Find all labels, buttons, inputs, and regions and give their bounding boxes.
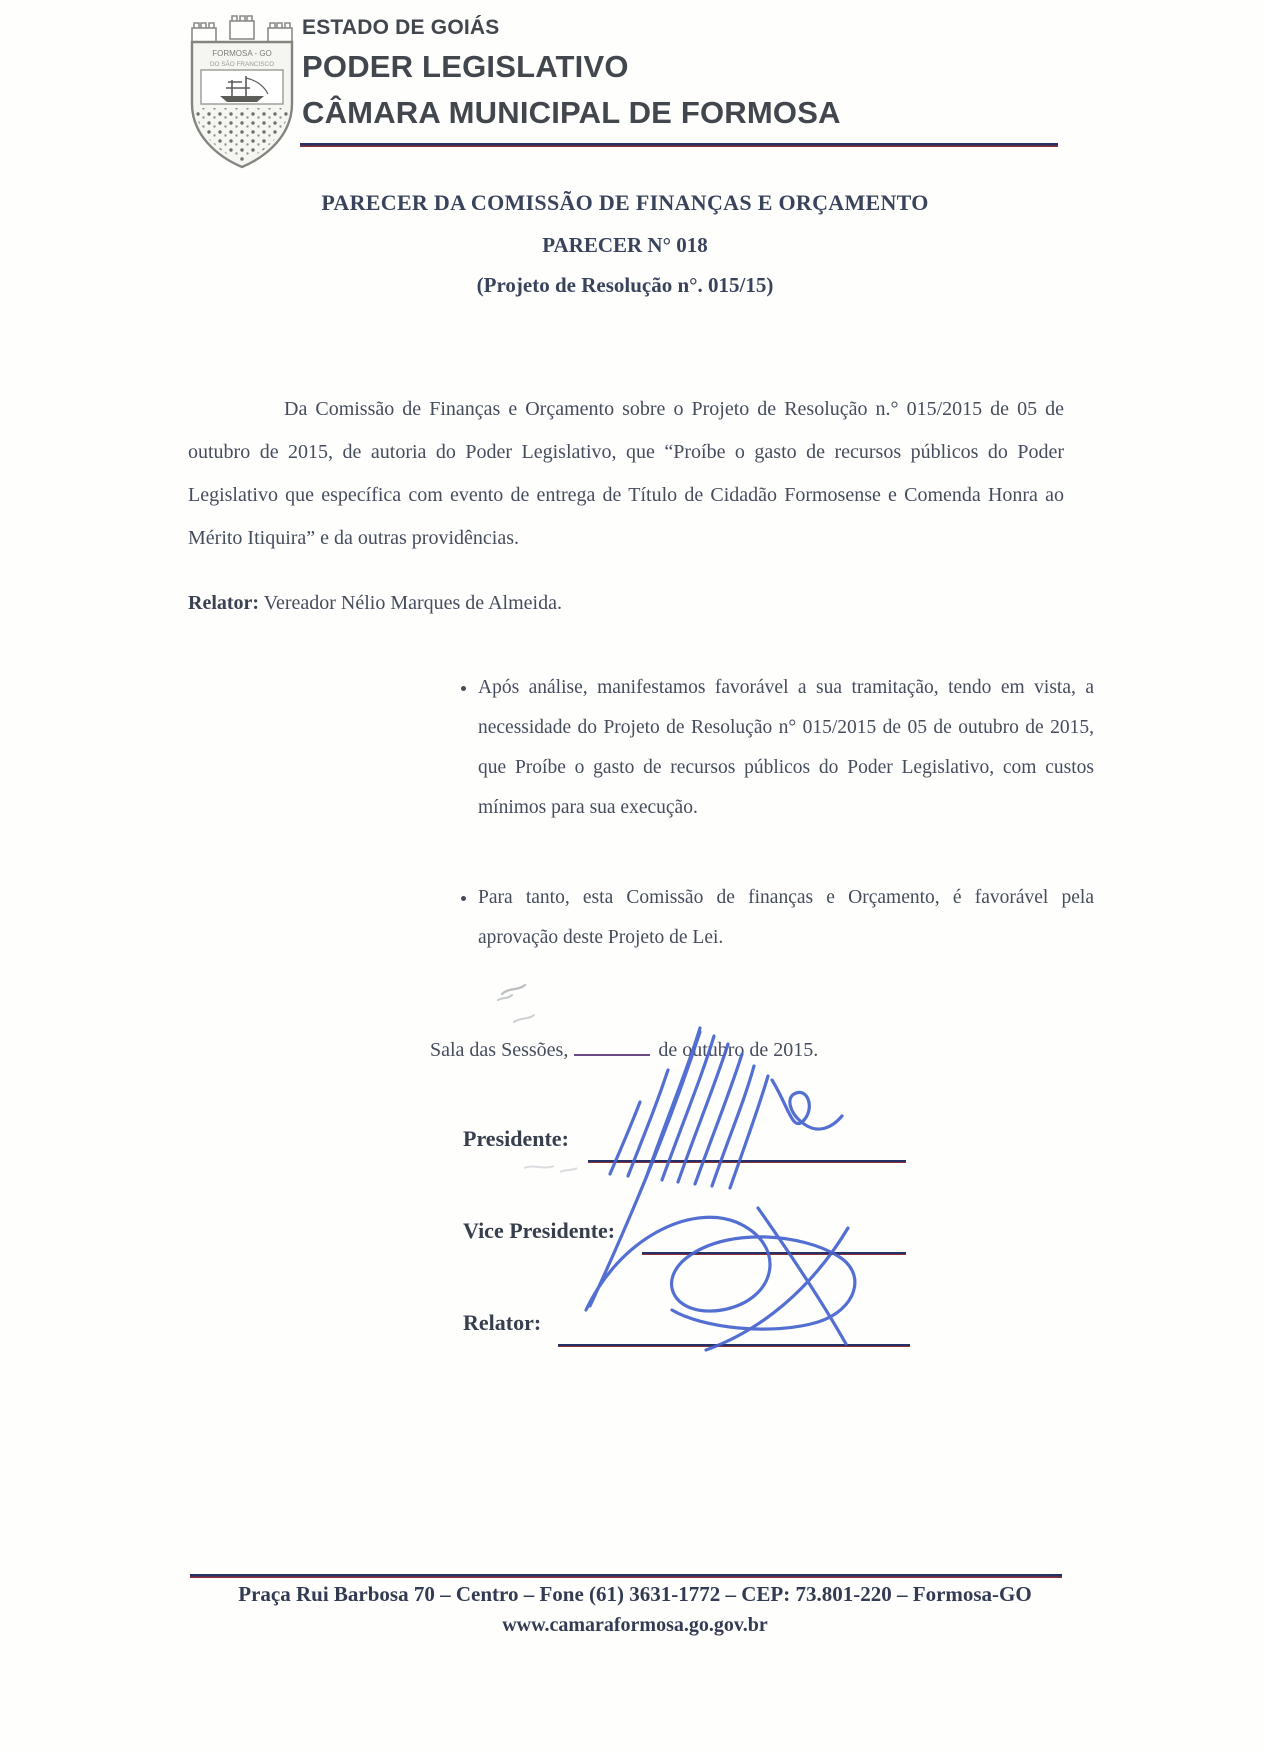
coat-of-arms-icon [183, 12, 301, 172]
bullet-item: • Após análise, manifestamos favorável a sua tramitação, tendo em vista, a necessidade do Projeto de Resolução n° 015/2015 de 05 de outubro de 2015, que Proíbe o gasto de recursos públicos do Poder Legislativo, com custos mínimos para sua execução. [478, 668, 1094, 828]
relator-signature-label: Relator: [463, 1310, 542, 1335]
footer-address: Praça Rui Barbosa 70 – Centro – Fone (61) 3631-1772 – CEP: 73.801-220 – Formosa-GO [238, 1582, 1032, 1606]
document-title-line3: (Projeto de Resolução n°. 015/15) [476, 273, 774, 297]
session-suffix: de outubro de 2015. [658, 1039, 819, 1061]
document-title-line1: PARECER DA COMISSÃO DE FINANÇAS E ORÇAMENTO [321, 190, 929, 215]
president-signature-line [588, 1160, 906, 1163]
vice-president-label: Vice Presidente: [463, 1218, 616, 1243]
document-title-line2: PARECER N° 018 [542, 233, 708, 257]
crest-sublabel: DO SÃO FRANCISCO [209, 61, 275, 68]
bullet-item: • Para tanto, esta Comissão de finanças e Orçamento, é favorável pela aprovação deste Projeto de Lei. [478, 878, 1094, 958]
footer-divider [190, 1574, 1062, 1578]
letterhead-institution: CÂMARA MUNICIPAL DE FORMOSA [302, 95, 841, 130]
document-title-block [150, 190, 1100, 298]
letterhead [302, 16, 841, 131]
opening-paragraph: Da Comissão de Finanças e Orçamento sobre o Projeto de Resolução n.° 015/2015 de 05 de outubro de 2015, de autoria do Poder Legislativo, que “Proíbe o gasto de recursos públicos do Poder Legislativo que específica com evento de entrega de Título de Cidadão Formosense e Comenda Honra ao Mérito Itiquira” e da outras providências. [188, 398, 1064, 549]
header-divider [300, 143, 1058, 147]
letterhead-state: ESTADO DE GOIÁS [302, 16, 500, 39]
president-label: Presidente: [463, 1126, 569, 1151]
relator-statement [188, 592, 562, 615]
footer-block [160, 1582, 1110, 1637]
letterhead-branch: PODER LEGISLATIVO [302, 49, 629, 84]
relator-signature-line [558, 1344, 910, 1347]
session-prefix: Sala das Sessões, [430, 1039, 569, 1061]
opinion-bullet-list [452, 668, 1094, 1008]
vice-president-signature-line [642, 1252, 906, 1255]
footer-website: www.camaraformosa.go.gov.br [502, 1614, 768, 1636]
session-date-line [430, 1038, 818, 1062]
crest-label: FORMOSA - GO [212, 49, 272, 58]
relator-name: Vereador Nélio Marques de Almeida. [263, 592, 562, 614]
session-day-blank [574, 1038, 650, 1056]
pencil-smudge [492, 982, 540, 1032]
relator-label: Relator: [188, 592, 260, 614]
eraser-smudge [520, 1158, 580, 1178]
